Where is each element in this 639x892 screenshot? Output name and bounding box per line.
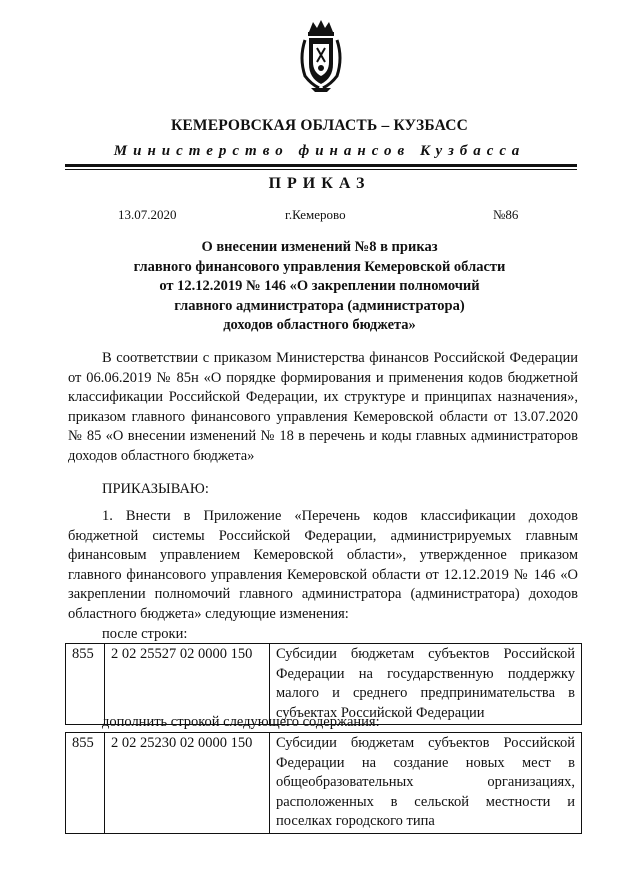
document-date: 13.07.2020 — [118, 207, 177, 222]
ministry-title: Министерство финансов Кузбасса — [113, 143, 526, 159]
income-code-cell: 2 02 25527 02 0000 150 — [105, 644, 270, 725]
description-line: расположенных в сельской местности и — [276, 793, 575, 810]
description-line: субъектах Российской Федерации — [276, 704, 485, 721]
description-line: малого и среднего предпринимательства в — [276, 685, 575, 702]
header-divider-thick — [65, 164, 577, 167]
table-row — [66, 644, 582, 725]
description-line: Федерации на создание новых мест в — [276, 754, 575, 771]
description-line: Субсидии бюджетам субъектов Российской — [276, 646, 575, 662]
title-line: от 12.12.2019 № 146 «О закреплении полномочий — [159, 278, 480, 294]
added-row-table — [65, 732, 582, 834]
header-divider-thin — [65, 169, 577, 170]
preamble-paragraph: В соответствии с приказом Министерства финансов Российской Федерации от 06.06.2019 № 85н «О порядке формирования и применения кодов бюджетной классификации Российской Федерации, их структуре и принципах назначения», приказом главного финансового управления Кемеровской области от 13.07.2020 № 85 «О внесении изменений № 18 в перечень и коды главных администраторов доходов областного бюджета» — [68, 350, 578, 464]
title-line: главного финансового управления Кемеровской области — [133, 258, 506, 275]
description-line: общеобразовательных организациях, — [276, 774, 575, 791]
document-type: ПРИКАЗ — [268, 175, 371, 192]
table-row — [66, 733, 582, 834]
document-city: г.Кемерово — [285, 207, 346, 222]
admin-code-cell: 855 — [66, 733, 105, 834]
description-line: Федерации на государственную поддержку — [276, 665, 575, 682]
title-line: главного администратора (администратора) — [174, 297, 465, 314]
document-number: №86 — [493, 207, 519, 222]
admin-code-cell: 855 — [66, 644, 105, 725]
document-title — [0, 238, 639, 336]
order-word: ПРИКАЗЫВАЮ: — [102, 481, 209, 497]
income-code-cell: 2 02 25230 02 0000 150 — [105, 733, 270, 834]
kemerovo-coat-of-arms-icon — [297, 18, 345, 94]
title-line: О внесении изменений №8 в приказ — [201, 239, 438, 255]
organization-title: КЕМЕРОВСКАЯ ОБЛАСТЬ – КУЗБАСС — [170, 117, 469, 134]
description-line: поселках городского типа — [276, 813, 435, 830]
description-line: Субсидии бюджетам субъектов Российской — [276, 735, 575, 751]
description-cell — [270, 644, 582, 725]
title-line: доходов областного бюджета» — [223, 317, 416, 333]
add-row-label: дополнить строкой следующего содержания: — [102, 714, 380, 730]
after-row-label: после строки: — [102, 626, 188, 642]
description-cell — [270, 733, 582, 834]
item-1-paragraph: 1. Внести в Приложение «Перечень кодов классификации доходов бюджетной системы Российской Федерации, администрируемых главным финансовым управлением Кемеровской области», утвержденное приказом главного финансового управления Кемеровской области от 12.12.2019 № 146 «О закреплении полномочий главного администратора (администратора) доходов областного бюджета» следующие изменения: — [68, 508, 578, 622]
